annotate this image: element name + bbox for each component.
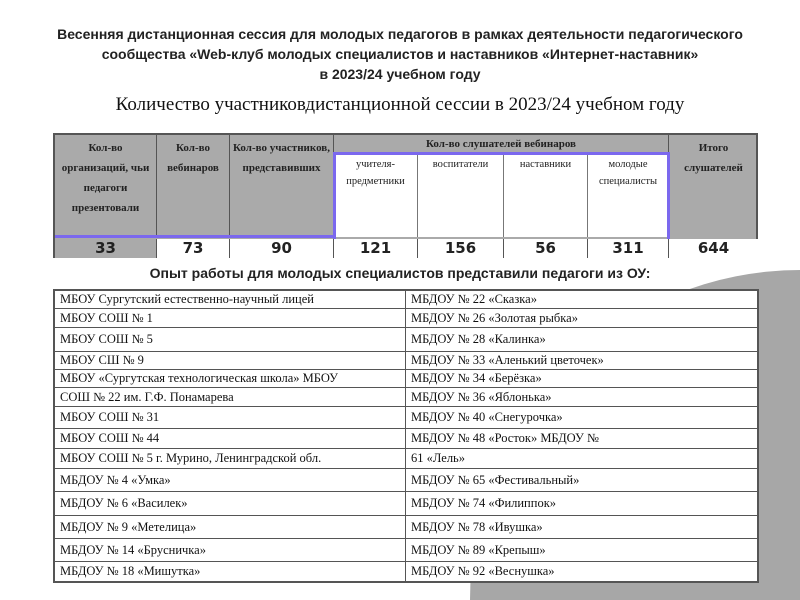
subheader-young-specialists: молодые специалисты [588,153,669,237]
school-left: МБОУ СОШ № 44 [55,429,406,448]
highlight-frame [333,152,670,240]
subheader-teachers: учителя-предметники [334,153,418,237]
value-mentors: 56 [504,239,588,258]
school-left: МБДОУ № 6 «Василек» [55,492,406,515]
table-row [55,562,757,581]
school-right: МБДОУ № 26 «Золотая рыбка» [411,310,578,325]
school-left: МБОУ СОШ № 5 [55,328,406,351]
subheader-mentors: наставники [504,153,588,237]
value-young-specialists: 311 [588,239,669,258]
table-row [55,516,757,539]
header-webinars: Кол-во вебинаров [157,135,230,237]
school-right: МБДОУ № 40 «Снегурочка» [411,410,563,424]
header-listeners: Кол-во слушателей вебинаров [334,135,669,153]
school-left: МБДОУ № 4 «Умка» [55,469,406,491]
value-total: 644 [669,239,758,258]
value-webinars: 73 [157,239,230,258]
school-right: МБДОУ № 33 «Аленький цветочек» [411,353,604,367]
value-organizations: 33 [55,239,157,258]
table-row [55,429,757,449]
school-left: МБОУ «Сургутская технологическая школа» МБОУ [55,370,406,387]
title-line: в 2023/24 учебном году [319,66,481,82]
school-left: МБОУ СОШ № 31 [55,407,406,428]
table-row [55,539,757,562]
subtitle: Количество участниковдистанционной сессии в 2023/24 учебном году [115,94,685,115]
subheader-educators: воспитатели [418,153,504,237]
school-right: МБДОУ № 92 «Веснушка» [411,564,555,578]
header-participants: Кол-во участников, представивших [230,135,334,237]
table-row [55,469,757,492]
school-left: МБОУ СОШ № 1 [55,309,406,327]
stats-table [53,133,758,258]
school-right: МБДОУ № 48 «Росток» МБДОУ № [411,431,599,445]
school-right: 61 «Лель» [411,451,466,465]
table-row [55,492,757,516]
table-row [55,370,757,388]
school-left: МБДОУ № 14 «Брусничка» [55,539,406,561]
value-teachers: 121 [334,239,418,258]
experience-title: Опыт работы для молодых специалистов представили педагоги из ОУ: [149,265,651,281]
table-row [55,291,757,309]
value-participants: 90 [230,239,334,258]
school-left: МБОУ СШ № 9 [55,352,406,369]
school-right: МБДОУ № 28 «Калинка» [411,332,546,346]
school-right: МБДОУ № 74 «Филиппок» [411,496,557,510]
page-title [10,24,790,84]
title-line: Весенняя дистанционная сессия для молодых педагогов в рамках деятельности педагогического [57,26,743,42]
table-row [55,309,757,328]
school-right: МБДОУ № 89 «Крепыш» [411,542,546,557]
table-row [55,407,757,429]
school-left: МБДОУ № 18 «Мишутка» [55,562,406,581]
value-educators: 156 [418,239,504,258]
school-right: МБДОУ № 34 «Берёзка» [411,371,542,385]
header-organizations: Кол-во организаций, чьи педагоги презентовали [55,135,157,237]
school-right: МБДОУ № 78 «Ивушка» [411,519,543,534]
header-total: Итого слушателей [684,142,743,174]
school-right: МБДОУ № 65 «Фестивальный» [411,472,580,487]
highlight-line [55,235,336,238]
schools-table [53,289,759,583]
school-left: МБОУ СОШ № 5 г. Мурино, Ленинградской обл. [55,449,406,468]
title-line: сообщества «Web-клуб молодых специалистов и наставников «Интернет-наставник» [101,46,699,62]
school-right: МБДОУ № 36 «Яблонька» [411,389,552,404]
table-row [55,388,757,407]
school-right: МБДОУ № 22 «Сказка» [411,292,537,306]
table-row [55,449,757,469]
table-row [55,328,757,352]
school-left: СОШ № 22 им. Г.Ф. Понамарева [55,388,406,406]
school-left: МБОУ Сургутский естественно-научный лицей [55,291,406,308]
school-left: МБДОУ № 9 «Метелица» [55,516,406,538]
table-row [55,352,757,370]
